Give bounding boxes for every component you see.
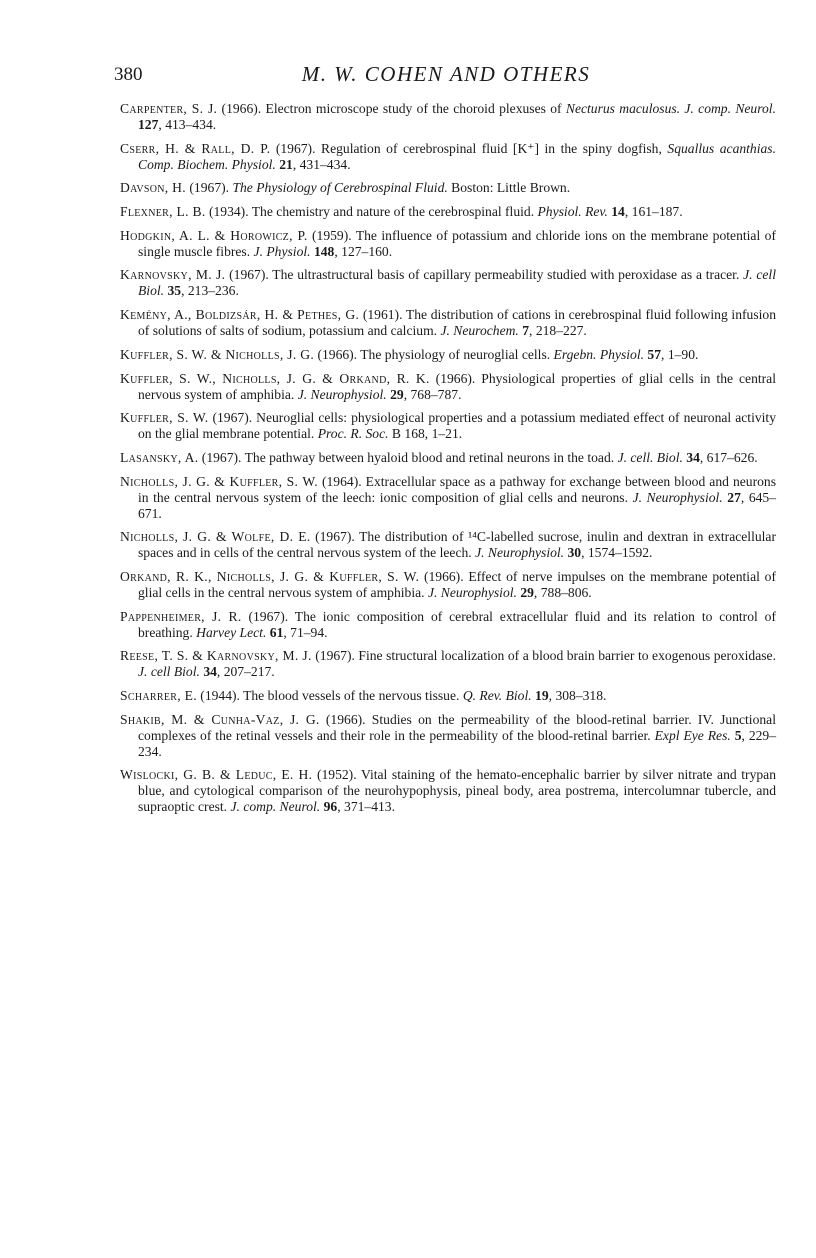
reference-pages: , 207–217.	[216, 664, 275, 680]
reference-authors: Shakib, M. & Cunha-Vaz, J. G.	[120, 711, 320, 727]
reference-entry	[120, 267, 776, 299]
reference-volume: 29	[390, 386, 404, 402]
reference-volume: 35	[167, 283, 182, 299]
reference-volume: 57	[647, 346, 662, 362]
reference-volume: 96	[323, 799, 338, 815]
reference-pages: , 768–787.	[403, 386, 462, 402]
reference-entry	[120, 648, 776, 680]
reference-authors: Reese, T. S. & Karnovsky, M. J.	[120, 648, 312, 664]
reference-authors: Flexner, L. B.	[120, 204, 206, 220]
reference-pages: , 308–318.	[548, 688, 607, 703]
reference-pages: , 213–236.	[181, 283, 239, 299]
reference-authors: Kuffler, S. W. & Nicholls, J. G.	[120, 346, 315, 362]
reference-entry	[120, 569, 776, 601]
reference-journal: J. cell. Biol.	[617, 449, 683, 465]
reference-volume: 27	[727, 489, 741, 505]
reference-volume: 14	[611, 204, 625, 220]
reference-pages: , 218–227.	[529, 323, 587, 339]
reference-entry	[120, 371, 776, 403]
reference-text: (1966). Electron microscope study of the choroid plexuses of	[217, 101, 566, 116]
reference-volume: 34	[203, 664, 217, 680]
reference-pages: , 413–434.	[158, 117, 217, 132]
reference-journal: J. comp. Neurol.	[230, 799, 321, 815]
reference-text: (1966). Studies on the permeability of the blood-retinal barrier. IV. Junctional complexes of the retinal vessels and their role in the permeability of the blood-retinal barrier.	[138, 711, 776, 743]
reference-entry	[120, 180, 776, 196]
reference-text: (1967). Fine structural localization of a blood brain barrier to exogenous peroxidase.	[311, 648, 776, 664]
reference-journal: J. Neurophysiol.	[475, 545, 565, 561]
reference-pages: B 168, 1–21.	[388, 426, 463, 442]
reference-authors: Hodgkin, A. L. & Horowicz, P.	[120, 227, 308, 243]
reference-text: (1961). The distribution of cations in cerebrospinal fluid following infusion of solutions of salts of sodium, potassium and calcium.	[138, 307, 776, 339]
reference-authors: Kuffler, S. W., Nicholls, J. G. & Orkand, R. K.	[120, 370, 430, 386]
reference-authors: Carpenter, S. J.	[120, 101, 218, 116]
reference-pages: , 645–671.	[138, 489, 777, 521]
reference-list	[120, 101, 776, 823]
reference-journal: J. cell Biol.	[138, 664, 200, 680]
reference-pages: , 617–626.	[699, 449, 758, 465]
reference-entry	[120, 450, 776, 466]
reference-authors: Wislocki, G. B. & Leduc, E. H.	[120, 767, 313, 783]
reference-journal: Harvey Lect.	[196, 624, 267, 640]
reference-entry	[120, 101, 776, 133]
reference-volume: 148	[313, 243, 335, 259]
reference-pages: Boston: Little Brown.	[447, 180, 571, 196]
reference-pages: , 1574–1592.	[581, 545, 653, 561]
reference-text: (1967). The ultrastructural basis of capillary permeability studied with peroxidase as a tracer.	[225, 267, 744, 283]
reference-entry	[120, 228, 776, 260]
reference-entry	[120, 307, 776, 339]
reference-entry	[120, 347, 776, 363]
reference-pages: , 371–413.	[337, 799, 395, 815]
reference-volume: 61	[269, 624, 284, 640]
reference-volume: 19	[535, 688, 549, 703]
reference-text: (1944). The blood vessels of the nervous tissue.	[196, 688, 463, 703]
reference-authors: Kuffler, S. W.	[120, 410, 209, 426]
reference-entry	[120, 712, 776, 760]
page-number: 380	[114, 64, 143, 85]
reference-volume: 34	[686, 449, 700, 465]
reference-pages: , 431–434.	[292, 156, 351, 172]
reference-entry	[120, 688, 776, 704]
page-header	[114, 62, 778, 88]
reference-text: (1952). Vital staining of the hemato-encephalic barrier by silver nitrate and trypan blue, and cytological comparison of the neurohypophysis, pineal body, area postrema, intercolumnar tubercle, and supraoptic crest.	[138, 767, 776, 815]
reference-text: (1934). The chemistry and nature of the cerebrospinal fluid.	[205, 204, 538, 220]
reference-journal: Squallus acanthias. Comp. Biochem. Physiol.	[138, 140, 776, 172]
running-head: M. W. COHEN AND OTHERS	[301, 62, 591, 86]
reference-journal: Expl Eye Res.	[654, 727, 731, 743]
reference-authors: Nicholls, J. G. & Kuffler, S. W.	[120, 473, 318, 489]
reference-volume: 7	[522, 323, 530, 339]
reference-authors: Scharrer, E.	[120, 688, 197, 703]
reference-text: (1967). Neuroglial cells: physiological properties and a potassium mediated effect of neuronal activity on the glial membrane potential.	[138, 410, 776, 442]
reference-text: (1967).	[186, 180, 233, 196]
reference-entry	[120, 609, 776, 641]
reference-pages: , 229–234.	[138, 727, 777, 759]
reference-journal: Ergebn. Physiol.	[553, 346, 645, 362]
reference-pages: , 1–90.	[661, 346, 699, 362]
reference-pages: , 71–94.	[283, 624, 328, 640]
reference-journal: Physiol. Rev.	[537, 204, 608, 220]
reference-pages: , 127–160.	[334, 243, 393, 259]
reference-journal: J. Neurophysiol.	[297, 386, 387, 402]
reference-entry	[120, 410, 776, 442]
reference-text: (1966). Physiological properties of glial cells in the central nervous system of amphibia.	[138, 370, 776, 402]
reference-journal: Necturus maculosus. J. comp. Neurol.	[565, 101, 776, 116]
reference-text: (1967). The pathway between hyaloid blood and retinal neurons in the toad.	[198, 449, 618, 465]
reference-text: (1966). The physiology of neuroglial cells.	[314, 346, 554, 362]
reference-authors: Pappenheimer, J. R.	[120, 608, 242, 624]
reference-pages: , 161–187.	[624, 204, 683, 220]
reference-authors: Nicholls, J. G. & Wolfe, D. E.	[120, 529, 311, 545]
reference-volume: 29	[520, 584, 534, 600]
reference-volume: 30	[567, 545, 582, 561]
reference-journal: J. Neurochem.	[440, 323, 519, 339]
reference-text: (1967). The distribution of ¹⁴C-labelled sucrose, inulin and dextran in extracellular spaces and in cells of the central nervous system of the leech.	[138, 529, 776, 561]
reference-authors: Kemény, A., Boldizsár, H. & Pethes, G.	[120, 307, 360, 323]
reference-volume: 127	[138, 117, 159, 132]
reference-text: (1967). Regulation of cerebrospinal fluid [K⁺] in the spiny dogfish,	[270, 140, 668, 156]
reference-authors: Orkand, R. K., Nicholls, J. G. & Kuffler, S. W.	[120, 568, 420, 584]
reference-journal: J. Neurophysiol.	[632, 489, 723, 505]
reference-entry	[120, 141, 776, 173]
reference-volume: 5	[734, 727, 742, 743]
reference-journal: Proc. R. Soc.	[317, 426, 389, 442]
reference-entry	[120, 767, 776, 815]
reference-journal: J. Physiol.	[253, 243, 311, 259]
reference-journal: J. Neurophysiol.	[427, 584, 517, 600]
reference-text: (1959). The influence of potassium and chloride ions on the membrane potential of single muscle fibres.	[138, 227, 776, 259]
reference-pages: , 788–806.	[533, 584, 592, 600]
reference-entry	[120, 204, 776, 220]
reference-entry	[120, 529, 776, 561]
reference-journal: Q. Rev. Biol.	[462, 688, 532, 703]
reference-journal: J. cell Biol.	[138, 267, 776, 299]
reference-authors: Davson, H.	[120, 180, 186, 196]
reference-journal: The Physiology of Cerebrospinal Fluid.	[232, 180, 448, 196]
reference-text: (1964). Extracellular space as a pathway for exchange between blood and neurons in the central nervous system of the leech: ionic composition of glial cells and neurons.	[138, 473, 776, 505]
reference-entry	[120, 474, 776, 522]
reference-text: (1966). Effect of nerve impulses on the membrane potential of glial cells in the central nervous system of amphibia.	[138, 568, 776, 600]
reference-authors: Lasansky, A.	[120, 449, 199, 465]
reference-text: (1967). The ionic composition of cerebral extracellular fluid and its relation to control of breathing.	[138, 608, 776, 640]
reference-authors: Cserr, H. & Rall, D. P.	[120, 140, 271, 156]
reference-authors: Karnovsky, M. J.	[120, 267, 226, 283]
reference-volume: 21	[279, 156, 293, 172]
